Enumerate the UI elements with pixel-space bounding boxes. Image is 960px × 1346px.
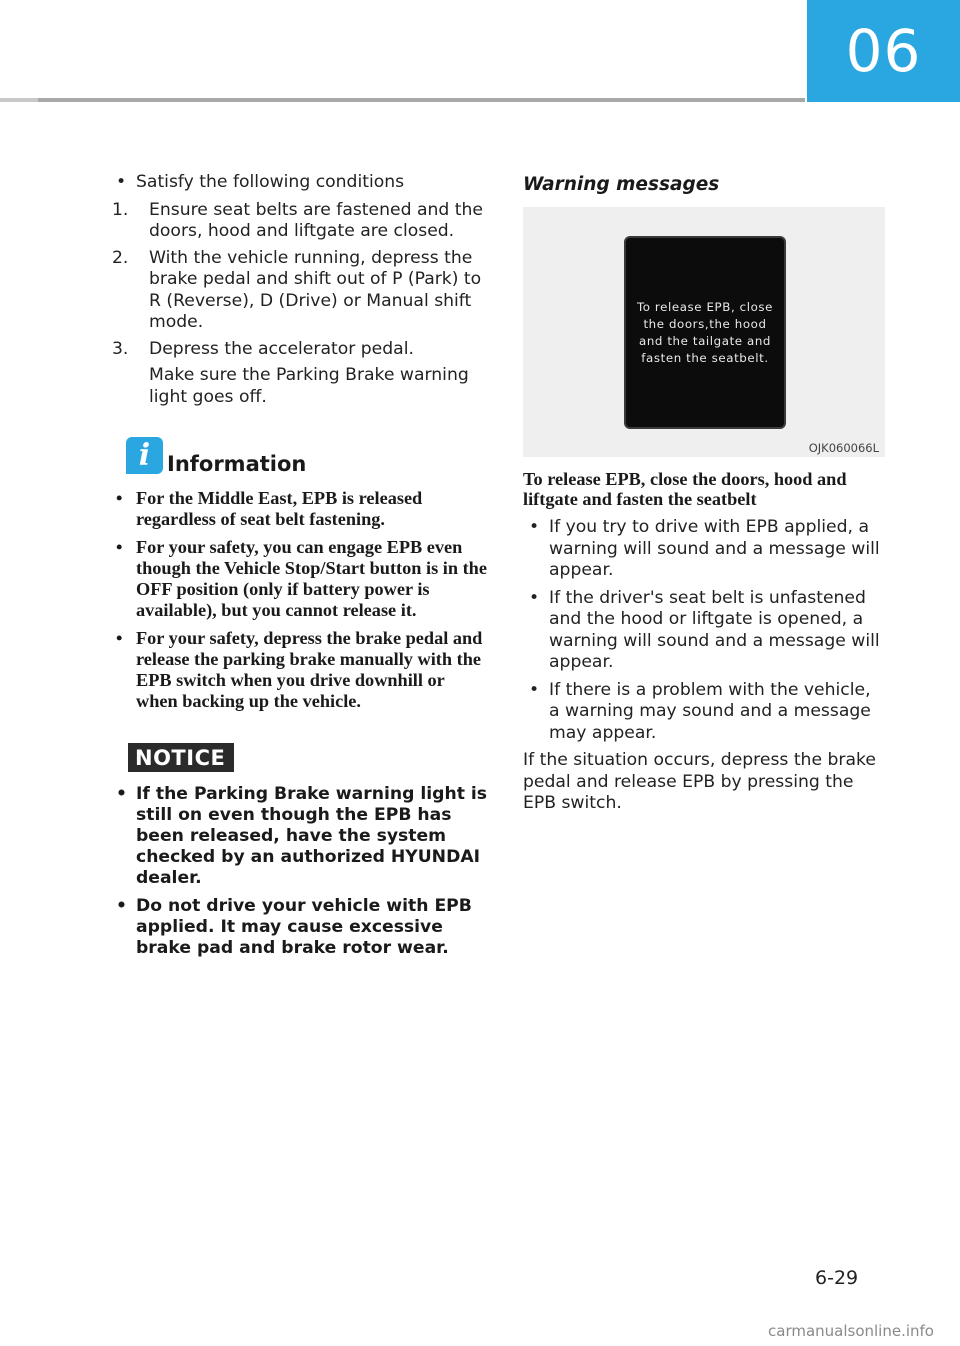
information-icon: i — [126, 437, 163, 474]
section-title: Warning messages — [523, 174, 720, 195]
warning-list — [523, 517, 885, 744]
step-number: 1. — [112, 199, 129, 220]
right-column — [523, 172, 885, 815]
list-item — [523, 680, 885, 745]
bullet-icon: • — [529, 587, 540, 608]
list-item — [523, 517, 885, 582]
intro-bullet-text: Satisfy the following conditions — [136, 172, 405, 192]
information-text: For your safety, you can engage EPB even though the Vehicle Stop/Start button is in the OFF position (only if battery power is available), but you cannot release it. — [136, 537, 487, 620]
bullet-icon: • — [116, 896, 127, 916]
warning-text: If the driver's seat belt is unfastened and the hood or liftgate is opened, a warning will sound and a message will appear. — [549, 587, 880, 672]
step-note: Make sure the Parking Brake warning light goes off. — [149, 365, 469, 407]
steps-list — [110, 200, 490, 361]
watermark: carmanualsonline.info — [768, 1322, 934, 1340]
step-text: Ensure seat belts are fastened and the doors, hood and liftgate are closed. — [149, 199, 483, 241]
information-list — [110, 488, 490, 712]
list-item — [523, 588, 885, 674]
notice-label: NOTICE — [128, 743, 234, 772]
step-item — [110, 339, 490, 361]
bullet-icon: • — [116, 537, 123, 557]
step-item — [110, 200, 490, 243]
notice-list — [110, 784, 490, 959]
list-item — [110, 896, 490, 959]
information-title: Information — [167, 452, 307, 476]
chapter-tab: 06 — [807, 0, 960, 102]
step-number: 3. — [112, 338, 129, 359]
notice-text: Do not drive your vehicle with EPB applied. It may cause excessive brake pad and brake rotor wear. — [136, 896, 472, 958]
figure-code: OJK060066L — [808, 441, 879, 455]
bullet-icon: • — [529, 517, 540, 537]
cluster-display — [624, 236, 786, 429]
bullet-icon: • — [529, 679, 540, 700]
header-rule-accent — [0, 98, 38, 102]
warning-text: If you try to drive with EPB applied, a warning will sound and a message will appear. — [549, 517, 880, 580]
closing-paragraph: If the situation occurs, depress the brake pedal and release EPB by pressing the EPB switch. — [523, 750, 876, 813]
list-item — [110, 537, 490, 621]
bullet-icon: • — [116, 628, 123, 648]
information-heading — [110, 437, 490, 476]
step-text: Depress the accelerator pedal. — [149, 338, 414, 359]
information-text: For your safety, depress the brake pedal and release the parking brake manually with the EPB switch when you drive downhill or when backing up the vehicle. — [136, 628, 483, 711]
bullet-icon: • — [116, 784, 127, 804]
step-item — [110, 248, 490, 334]
display-message: To release EPB, close the doors,the hood and the tailgate and fasten the seatbelt. — [636, 299, 774, 365]
list-item — [110, 784, 490, 889]
page-number: 6-29 — [815, 1267, 859, 1289]
step-text: With the vehicle running, depress the brake pedal and shift out of P (Park) to R (Reverse), D (Drive) or Manual shift mode. — [149, 247, 482, 332]
header-rule — [0, 98, 805, 102]
bullet-icon: • — [116, 172, 127, 192]
notice-text: If the Parking Brake warning light is still on even though the EPB has been released, have the system checked by an authorized HYUNDAI dealer. — [136, 784, 488, 888]
figure-caption: To release EPB, close the doors, hood and liftgate and fasten the seatbelt — [523, 469, 847, 509]
left-column — [110, 172, 490, 966]
warning-message-figure — [523, 207, 885, 457]
warning-text: If there is a problem with the vehicle, a warning may sound and a message may appear. — [549, 679, 871, 743]
information-text: For the Middle East, EPB is released regardless of seat belt fastening. — [136, 488, 423, 529]
list-item — [110, 488, 490, 530]
list-item — [110, 628, 490, 712]
intro-list — [110, 172, 490, 194]
bullet-icon: • — [116, 488, 123, 508]
list-item — [110, 172, 490, 194]
step-number: 2. — [112, 247, 129, 268]
